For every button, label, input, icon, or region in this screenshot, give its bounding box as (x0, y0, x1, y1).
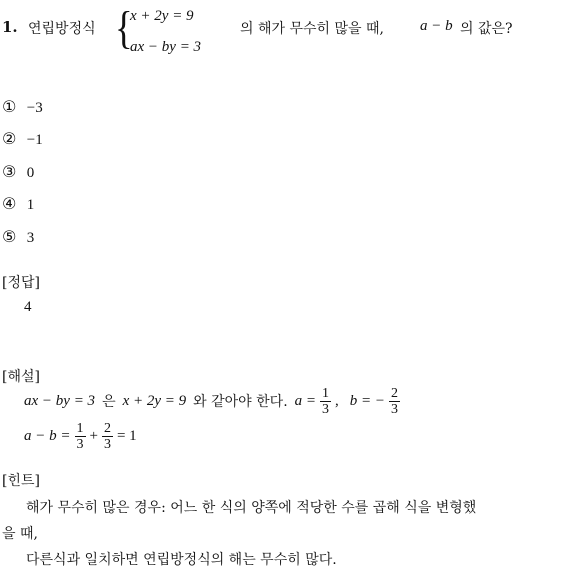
answer-label: [정답] (2, 275, 40, 291)
choice-value: −1 (26, 132, 43, 148)
choice-value: −3 (26, 100, 43, 116)
answer-value: 4 (24, 299, 32, 315)
fraction-b-numerator: 2 (391, 385, 399, 401)
hint-label: [힌트] (2, 473, 40, 489)
fraction-b (389, 386, 400, 417)
plus-sign: + (89, 427, 98, 444)
choice-item[interactable] (2, 227, 34, 247)
fraction-2 (102, 421, 113, 452)
choice-value: 3 (26, 230, 35, 246)
choice-item[interactable] (2, 162, 34, 182)
choice-item[interactable] (2, 129, 43, 149)
question-block (0, 2, 573, 68)
choice-mark: ① (2, 97, 17, 116)
fraction-1 (75, 421, 86, 452)
question-suffix-b: 의 값은? (460, 21, 513, 37)
choice-value: 0 (26, 165, 35, 181)
system-equation-1: x + 2y = 9 (130, 8, 194, 24)
explanation-label: [해설] (2, 369, 40, 385)
fraction-b-denominator: 3 (391, 401, 399, 417)
fraction-1-numerator: 1 (76, 420, 84, 436)
explanation-word-a: 은 (102, 394, 116, 410)
choice-mark: ③ (2, 162, 17, 181)
explanation-line-2 (24, 416, 137, 456)
question-expr: a − b (420, 18, 453, 34)
explanation-b-lhs: b = − (349, 392, 386, 409)
fraction-a (320, 386, 331, 417)
fraction-a-denominator: 3 (322, 401, 330, 417)
choice-item[interactable] (2, 194, 34, 214)
fraction-2-numerator: 2 (103, 420, 111, 436)
choice-item[interactable] (2, 97, 43, 117)
system-equation-2: ax − by = 3 (130, 39, 202, 55)
choice-mark: ④ (2, 194, 17, 213)
fraction-a-numerator: 1 (322, 385, 330, 401)
choice-mark: ② (2, 129, 17, 148)
fraction-2-denominator: 3 (103, 436, 111, 452)
explanation-line-1 (24, 381, 401, 421)
explanation-a-lhs: a = (294, 392, 317, 409)
explanation-result: = 1 (116, 427, 137, 444)
explanation-eq-b: x + 2y = 9 (122, 392, 187, 409)
explanation-line2-lhs: a − b = (24, 427, 71, 444)
choice-value: 1 (26, 197, 35, 213)
hint-line-1: 해가 무수히 많은 경우: 어느 한 식의 양쪽에 적당한 수를 곱해 식을 변형했 (26, 500, 477, 516)
hint-line-3: 다른식과 일치하면 연립방정식의 해는 무수히 많다. (26, 552, 337, 568)
hint-line-2: 을 때, (2, 526, 38, 542)
explanation-word-b: 와 같아야 한다. (193, 394, 288, 410)
system-brace: { (115, 2, 133, 53)
explanation-comma: , (335, 392, 339, 409)
question-number: 1. (2, 18, 18, 36)
fraction-1-denominator: 3 (76, 436, 84, 452)
question-prefix: 연립방정식 (28, 21, 96, 37)
question-suffix-a: 의 해가 무수히 많을 때, (240, 21, 384, 37)
choice-mark: ⑤ (2, 227, 17, 246)
explanation-eq-a: ax − by = 3 (24, 392, 96, 409)
